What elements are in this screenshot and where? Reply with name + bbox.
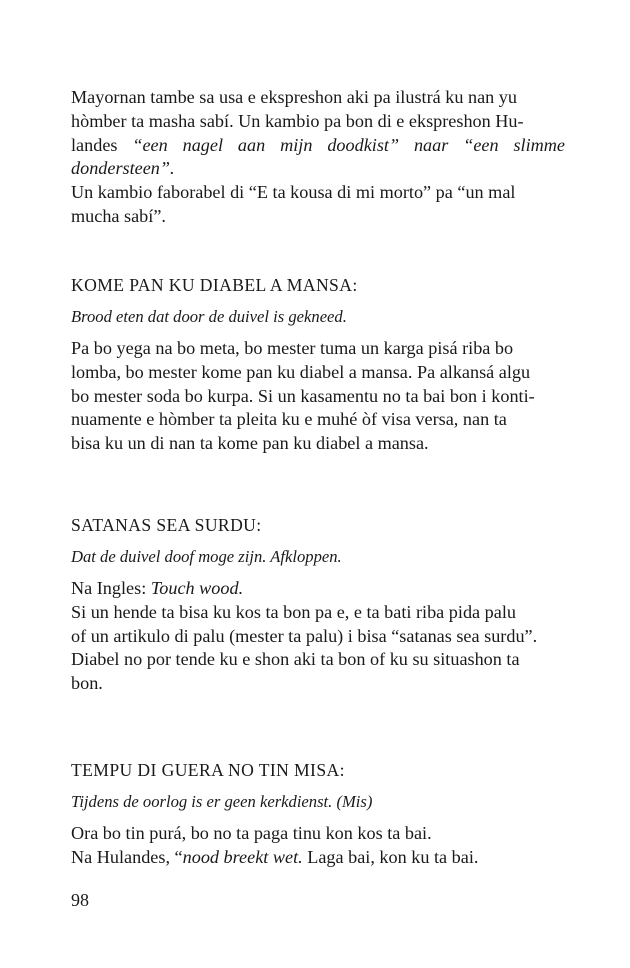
- text-line: bon.: [71, 673, 103, 694]
- text-line: Ora bo tin purá, bo no ta paga tinu kon kos ta bai.: [71, 823, 432, 843]
- text-line: Si un hende ta bisa ku kos ta bon pa e, e ta bati riba pida palu: [71, 601, 516, 622]
- text-line: Pa bo yega na bo meta, bo mester tuma un karga pisá riba bo: [71, 338, 514, 358]
- text-line: hòmber ta masha sabí. Un kambio pa bon di e ekspreshon Hu-: [71, 110, 524, 131]
- italic-phrase: Touch wood.: [150, 578, 244, 598]
- text-span: landes: [71, 134, 133, 155]
- italic-text: naar: [399, 134, 464, 155]
- section-heading: SATANAS SEA SURDU:: [71, 515, 262, 535]
- section-satanas: [71, 514, 565, 696]
- text-line: [71, 577, 565, 601]
- intro-paragraph: [71, 86, 565, 229]
- section-paragraph: [71, 337, 565, 456]
- italic-quote: “een nagel aan mijn doodkist”: [132, 134, 400, 155]
- text-line: nuamente e hòmber ta pleita ku e muhé òf visa versa, nan ta: [71, 409, 507, 430]
- section-paragraph: [71, 822, 565, 870]
- dutch-translation: Tijdens de oorlog is er geen kerkdienst. (Mis): [71, 792, 373, 811]
- text-line: bo mester soda bo kurpa. Si un kasamentu no ta bai bon i konti-: [71, 385, 535, 406]
- text-line: [71, 134, 565, 182]
- italic-quote: “een slimme dondersteen”.: [71, 134, 565, 179]
- dutch-translation: Brood eten dat door de duivel is gekneed.: [71, 307, 347, 326]
- text-line: [71, 846, 565, 870]
- section-tempu-di-guera: [71, 759, 565, 870]
- text-line: of un artikulo di palu (mester ta palu) i bisa “satanas sea surdu”.: [71, 625, 538, 646]
- text-span: Na Hulandes, “: [71, 846, 183, 867]
- section-kome-pan: [71, 274, 565, 456]
- italic-phrase: nood breekt wet.: [182, 846, 303, 867]
- text-line: Diabel no por tende ku e shon aki ta bon of ku su situashon ta: [71, 649, 520, 670]
- section-heading: TEMPU DI GUERA NO TIN MISA:: [71, 760, 345, 780]
- dutch-translation: Dat de duivel doof moge zijn. Afkloppen.: [71, 547, 342, 566]
- section-heading: KOME PAN KU DIABEL A MANSA:: [71, 275, 358, 295]
- text-line: bisa ku un di nan ta kome pan ku diabel a mansa.: [71, 433, 429, 454]
- text-span: Na Ingles:: [71, 578, 151, 598]
- text-line: Un kambio faborabel di “E ta kousa di mi morto” pa “un mal: [71, 182, 516, 203]
- text-line: mucha sabí”.: [71, 205, 166, 226]
- text-line: lomba, bo mester kome pan ku diabel a mansa. Pa alkansá algu: [71, 361, 531, 382]
- page-number: 98: [71, 890, 89, 910]
- section-paragraph: [71, 577, 565, 696]
- text-span: Laga bai, kon ku ta bai.: [302, 846, 479, 867]
- text-line: Mayornan tambe sa usa e ekspreshon aki pa ilustrá ku nan yu: [71, 87, 517, 107]
